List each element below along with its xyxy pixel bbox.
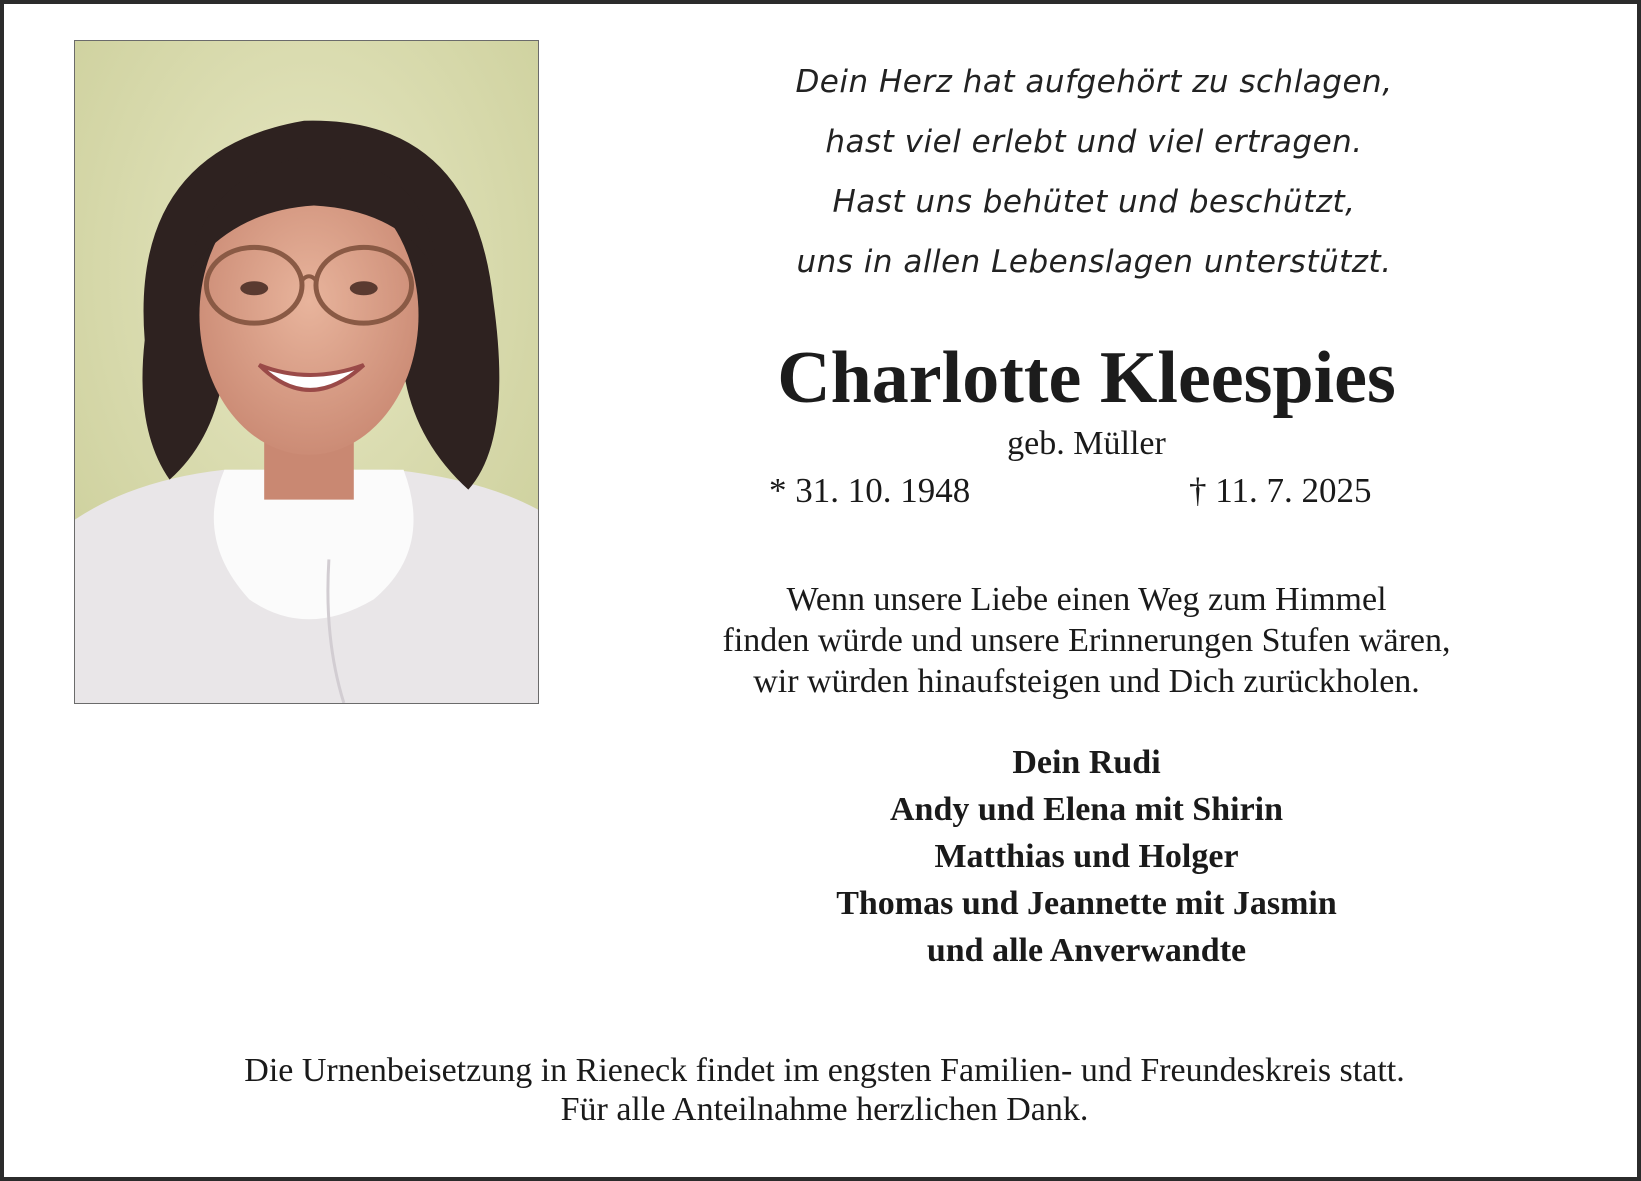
death-date: † 11. 7. 2025 bbox=[1189, 471, 1372, 510]
mourner: Andy und Elena mit Shirin bbox=[889, 791, 1284, 828]
portrait-photo bbox=[74, 40, 539, 704]
mourner: Dein Rudi bbox=[1012, 744, 1161, 781]
mourner: Matthias und Holger bbox=[934, 838, 1239, 875]
mourners-list bbox=[644, 739, 1529, 974]
poem bbox=[644, 579, 1529, 702]
footer-note bbox=[44, 1051, 1605, 1129]
deceased-name: Charlotte Kleespies bbox=[777, 337, 1396, 419]
maiden-name: geb. Müller bbox=[1007, 425, 1166, 462]
portrait-image bbox=[75, 41, 538, 703]
verse-line: hast viel erlebt und viel ertragen. bbox=[825, 124, 1363, 160]
verse-line: Dein Herz hat aufgehört zu schlagen, bbox=[795, 64, 1393, 100]
verse-line: Hast uns behütet und beschützt, bbox=[832, 184, 1356, 220]
poem-line: wir würden hinaufsteigen und Dich zurückholen. bbox=[753, 663, 1420, 700]
footer-line: Die Urnenbeisetzung in Rieneck findet im engsten Familien- und Freundeskreis statt. bbox=[244, 1052, 1405, 1089]
mourner: und alle Anverwandte bbox=[926, 932, 1247, 969]
poem-line: finden würde und unsere Erinnerungen Stufen wären, bbox=[722, 622, 1451, 659]
poem-line: Wenn unsere Liebe einen Weg zum Himmel bbox=[786, 581, 1387, 618]
verse bbox=[694, 52, 1494, 292]
footer-line: Für alle Anteilnahme herzlichen Dank. bbox=[560, 1091, 1089, 1128]
birth-date: * 31. 10. 1948 bbox=[769, 471, 971, 510]
mourner: Thomas und Jeannette mit Jasmin bbox=[836, 885, 1337, 922]
verse-line: uns in allen Lebenslagen unterstützt. bbox=[796, 244, 1392, 280]
